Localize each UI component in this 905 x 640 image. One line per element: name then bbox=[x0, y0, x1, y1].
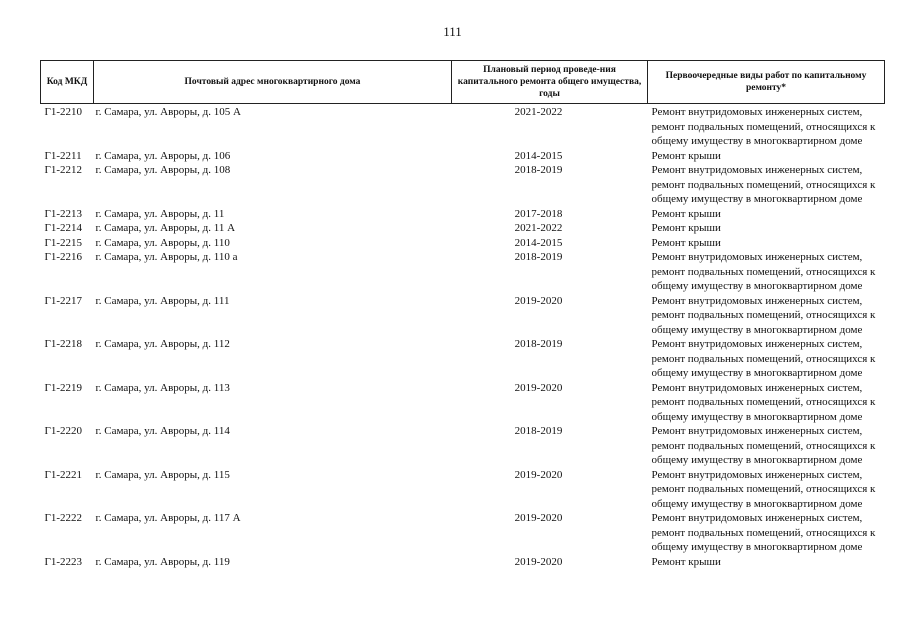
cell-works: Ремонт внутридомовых инженерных систем, ремонт подвальных помещений, относящихся к общему имуществу в многоквартирном доме bbox=[651, 251, 876, 292]
cell-works: Ремонт крыши bbox=[651, 222, 721, 234]
cell-works: Ремонт крыши bbox=[651, 149, 721, 162]
cell-code: Г1-2214 bbox=[44, 222, 83, 234]
table-body bbox=[41, 104, 885, 570]
cell-period: 2019-2020 bbox=[514, 468, 563, 481]
cell-works: Ремонт внутридомовых инженерных систем, ремонт подвальных помещений, относящихся к общему имуществу в многоквартирном доме bbox=[651, 381, 876, 423]
header-code: Код МКД bbox=[41, 61, 94, 104]
cell-code: Г1-2216 bbox=[44, 251, 83, 263]
cell-code: Г1-2213 bbox=[44, 207, 83, 220]
cell-works: Ремонт внутридомовых инженерных систем, ремонт подвальных помещений, относящихся к общему имуществу в многоквартирном доме bbox=[651, 106, 876, 147]
cell-period: 2017-2018 bbox=[514, 207, 563, 220]
cell-code: Г1-2218 bbox=[44, 338, 83, 350]
cell-address: г. Самара, ул. Авроры, д. 110 а bbox=[95, 251, 238, 263]
cell-code: Г1-2210 bbox=[44, 106, 83, 118]
header-row bbox=[41, 61, 885, 104]
cell-works: Ремонт внутридомовых инженерных систем, ремонт подвальных помещений, относящихся к общему имуществу в многоквартирном доме bbox=[651, 468, 876, 510]
cell-works: Ремонт внутридомовых инженерных систем, ремонт подвальных помещений, относящихся к общему имуществу в многоквартирном доме bbox=[651, 338, 876, 379]
cell-code: Г1-2222 bbox=[44, 512, 83, 524]
table-row bbox=[41, 104, 885, 149]
cell-period: 2018-2019 bbox=[514, 338, 563, 350]
cell-period: 2014-2015 bbox=[514, 236, 563, 249]
cell-address: г. Самара, ул. Авроры, д. 114 bbox=[95, 425, 230, 437]
cell-works: Ремонт внутридомовых инженерных систем, ремонт подвальных помещений, относящихся к общему имуществу в многоквартирном доме bbox=[651, 512, 876, 553]
table-row bbox=[41, 221, 885, 236]
cell-address: г. Самара, ул. Авроры, д. 117 А bbox=[95, 512, 241, 524]
table-row bbox=[41, 149, 885, 164]
cell-period: 2019-2020 bbox=[514, 294, 563, 307]
header-address: Почтовый адрес многоквартирного дома bbox=[94, 61, 452, 104]
cell-works: Ремонт внутридомовых инженерных систем, ремонт подвальных помещений, относящихся к общему имуществу в многоквартирном доме bbox=[651, 425, 876, 466]
table-row bbox=[41, 163, 885, 207]
cell-address: г. Самара, ул. Авроры, д. 111 bbox=[95, 294, 230, 307]
cell-address: г. Самара, ул. Авроры, д. 106 bbox=[95, 149, 231, 162]
cell-code: Г1-2220 bbox=[44, 425, 83, 437]
cell-period: 2019-2020 bbox=[514, 512, 563, 524]
cell-address: г. Самара, ул. Авроры, д. 115 bbox=[95, 468, 230, 481]
cell-works: Ремонт крыши bbox=[651, 555, 721, 568]
table-row bbox=[41, 207, 885, 222]
cell-period: 2014-2015 bbox=[514, 149, 563, 162]
table-row bbox=[41, 236, 885, 251]
cell-code: Г1-2223 bbox=[44, 555, 83, 568]
cell-period: 2019-2020 bbox=[514, 555, 563, 568]
table-row bbox=[41, 424, 885, 468]
table-row bbox=[41, 381, 885, 425]
header-period: Плановый период проведе-ния капитального ремонта общего имущества, годы bbox=[452, 61, 648, 104]
cell-period: 2021-2022 bbox=[514, 222, 563, 234]
cell-works: Ремонт внутридомовых инженерных систем, ремонт подвальных помещений, относящихся к общему имуществу в многоквартирном доме bbox=[651, 164, 876, 205]
table-row bbox=[41, 294, 885, 338]
cell-works: Ремонт крыши bbox=[651, 207, 721, 220]
cell-code: Г1-2221 bbox=[44, 468, 83, 481]
cell-code: Г1-2215 bbox=[44, 236, 83, 249]
cell-address: г. Самара, ул. Авроры, д. 112 bbox=[95, 338, 230, 350]
page-number: 111 bbox=[443, 24, 462, 39]
header-works: Первоочередные виды работ по капитальному ремонту* bbox=[648, 61, 885, 104]
cell-period: 2019-2020 bbox=[514, 381, 563, 394]
table-row bbox=[41, 511, 885, 555]
cell-address: г. Самара, ул. Авроры, д. 105 А bbox=[95, 106, 241, 118]
cell-address: г. Самара, ул. Авроры, д. 11 bbox=[95, 207, 225, 220]
cell-address: г. Самара, ул. Авроры, д. 108 bbox=[95, 164, 231, 176]
table-row bbox=[41, 468, 885, 512]
cell-period: 2018-2019 bbox=[514, 251, 563, 263]
cell-code: Г1-2217 bbox=[44, 294, 83, 307]
cell-address: г. Самара, ул. Авроры, д. 11 А bbox=[95, 222, 236, 234]
cell-address: г. Самара, ул. Авроры, д. 119 bbox=[95, 555, 230, 568]
cell-code: Г1-2219 bbox=[44, 381, 83, 394]
capital-repair-table bbox=[40, 60, 885, 569]
cell-address: г. Самара, ул. Авроры, д. 110 bbox=[95, 236, 230, 249]
table-row bbox=[41, 337, 885, 381]
table-row bbox=[41, 250, 885, 294]
cell-code: Г1-2212 bbox=[44, 164, 83, 176]
cell-period: 2018-2019 bbox=[514, 425, 563, 437]
cell-code: Г1-2211 bbox=[44, 149, 82, 162]
cell-period: 2018-2019 bbox=[514, 164, 563, 176]
cell-works: Ремонт внутридомовых инженерных систем, ремонт подвальных помещений, относящихся к общему имуществу в многоквартирном доме bbox=[651, 294, 876, 336]
table-header bbox=[41, 61, 885, 104]
table-row bbox=[41, 555, 885, 570]
cell-works: Ремонт крыши bbox=[651, 236, 721, 249]
cell-address: г. Самара, ул. Авроры, д. 113 bbox=[95, 381, 230, 394]
cell-period: 2021-2022 bbox=[514, 106, 563, 118]
